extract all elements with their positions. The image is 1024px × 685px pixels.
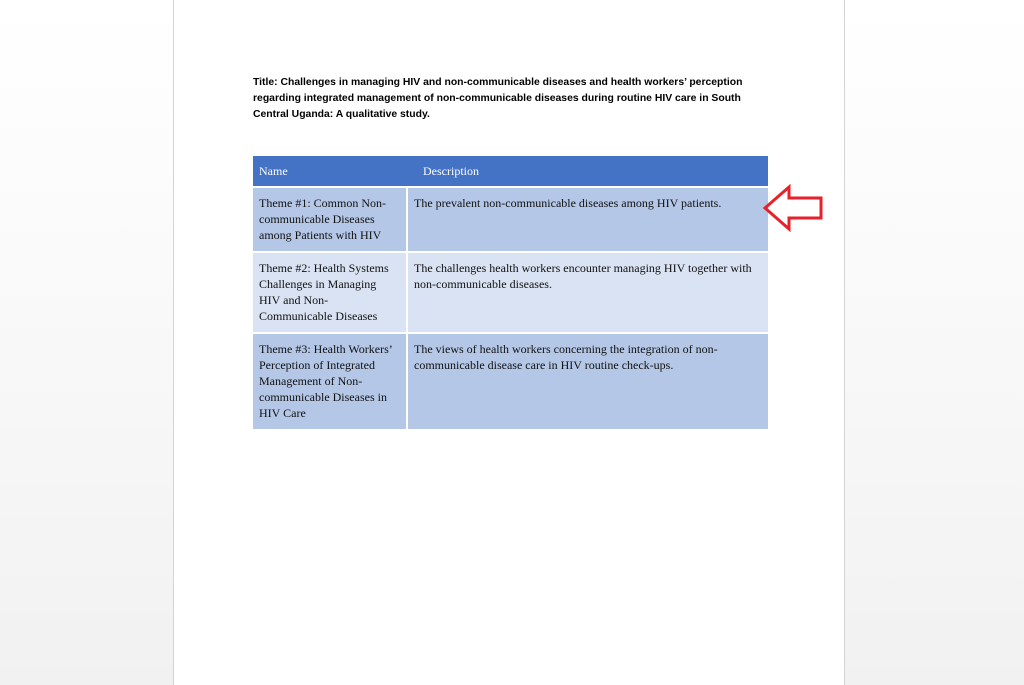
header-description: Description (407, 156, 768, 187)
table-row (253, 333, 768, 429)
header-name: Name (253, 156, 407, 187)
theme-name-cell: Theme #3: Health Workers’ Perception of Integrated Management of Non-communicable Diseases in HIV Care (253, 333, 407, 429)
theme-description-cell: The challenges health workers encounter managing HIV together with non-communicable diseases. (407, 252, 768, 333)
document-title: Title: Challenges in managing HIV and non-communicable diseases and health workers’ perception regarding integrated management of non-communicable diseases during routine HIV care in South Central Uganda: A qualitative study. (253, 77, 743, 120)
document-page (173, 0, 845, 685)
theme-description-cell: The views of health workers concerning the integration of non-communicable disease care in HIV routine check-ups. (407, 333, 768, 429)
table-row (253, 187, 768, 252)
left-arrow-icon (762, 183, 824, 233)
table-row (253, 252, 768, 333)
theme-name-cell: Theme #2: Health Systems Challenges in Managing HIV and Non-Communicable Diseases (253, 252, 407, 333)
table-header-row (253, 156, 768, 187)
theme-name-cell: Theme #1: Common Non-communicable Diseases among Patients with HIV (253, 187, 407, 252)
themes-table (253, 156, 768, 429)
theme-description-cell: The prevalent non-communicable diseases among HIV patients. (407, 187, 768, 252)
